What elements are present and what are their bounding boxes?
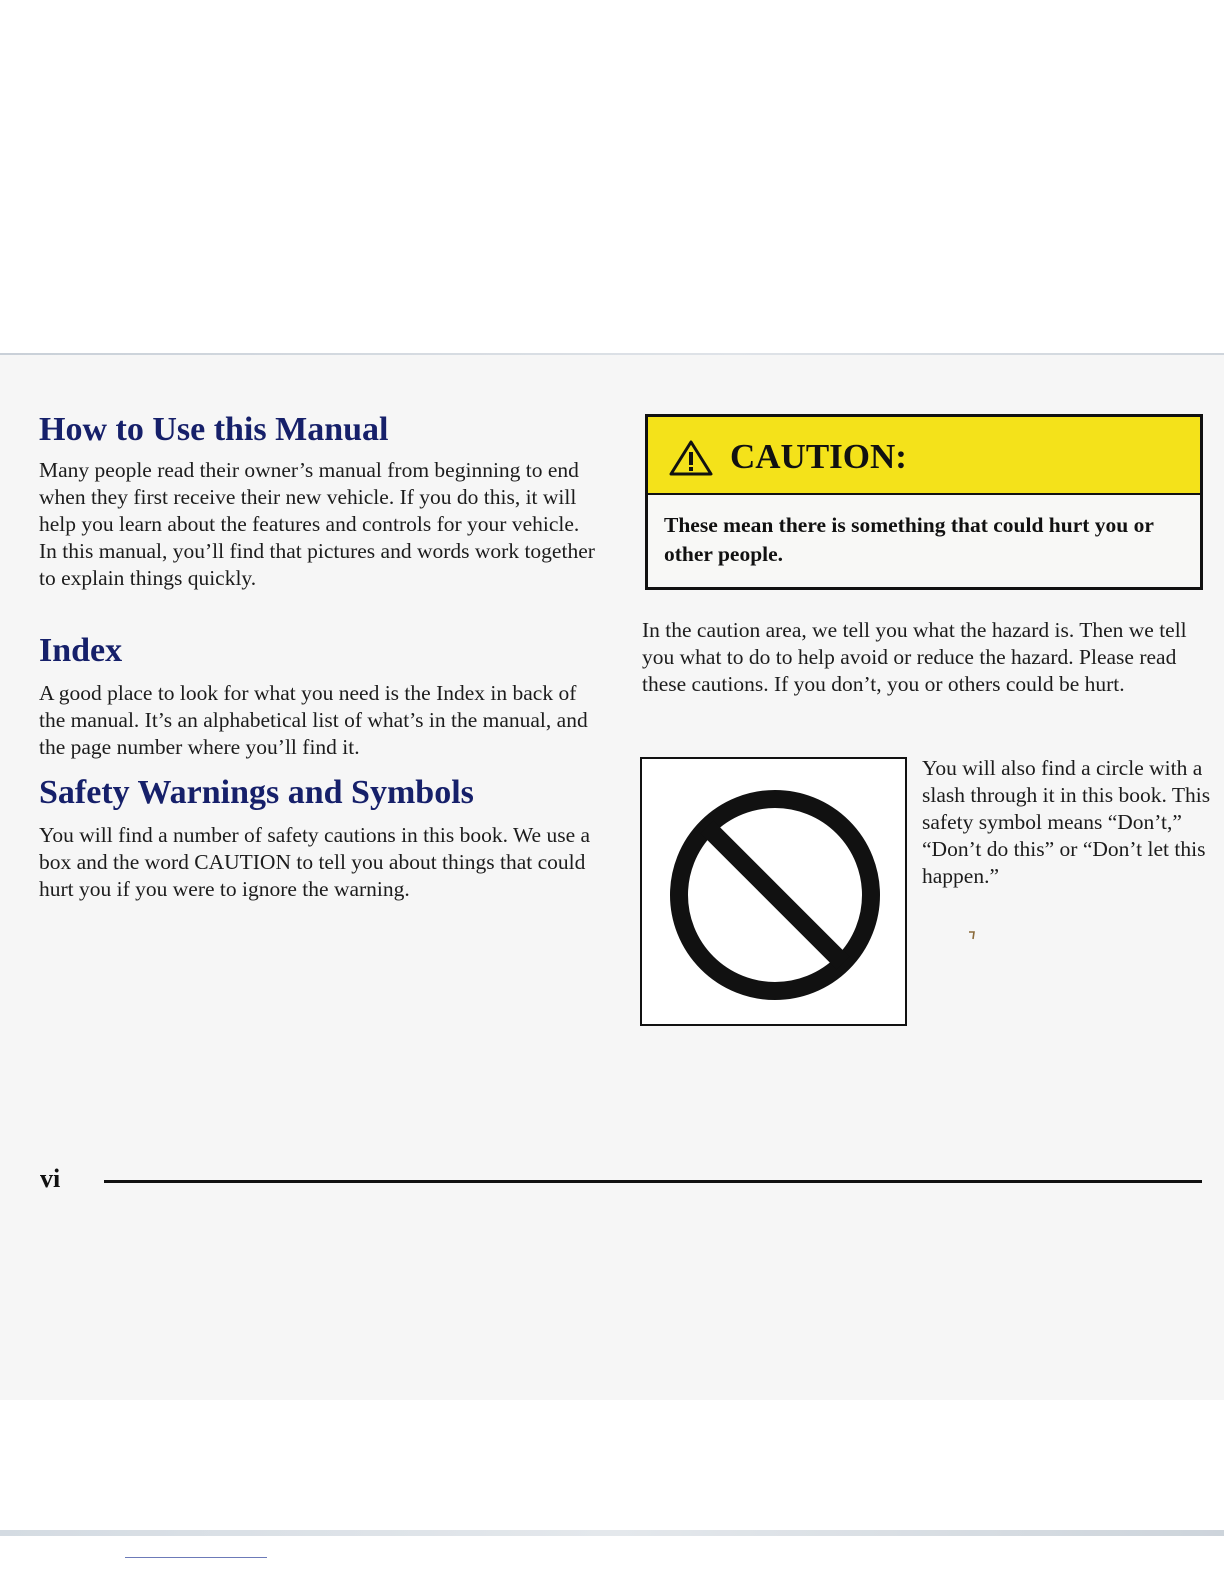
page-number: vi	[40, 1164, 61, 1193]
heading-safety-warnings: Safety Warnings and Symbols	[39, 774, 474, 811]
no-symbol-icon	[664, 784, 886, 1006]
page-bottom-edge	[0, 1530, 1224, 1536]
footer-rule	[104, 1180, 1202, 1183]
stray-mark-icon	[968, 930, 976, 940]
paragraph-how-to-use: Many people read their owner’s manual from beginning to end when they first receive their new vehicle. If you do this, it will help you learn about the features and controls for your vehicle. In this manual, you’ll find that pictures and words work together to explain things quickly.	[39, 458, 595, 590]
symbol-box	[640, 757, 907, 1026]
caution-title: CAUTION:	[730, 437, 907, 476]
caution-header	[648, 417, 1200, 495]
caution-text: These mean there is something that could hurt you or other people.	[664, 513, 1154, 566]
heading-index: Index	[39, 632, 123, 669]
paragraph-safety-warnings: You will find a number of safety cautions in this book. We use a box and the word CAUTION to tell you about things that could hurt you if you were to ignore the warning.	[39, 823, 591, 901]
paragraph-index: A good place to look for what you need is the Index in back of the manual. It’s an alphabetical list of what’s in the manual, and the page number where you’ll find it.	[39, 681, 588, 759]
paragraph-symbol: You will also find a circle with a slash through it in this book. This safety symbol means “Don’t,” “Don’t do this” or “Don’t let this happen.”	[922, 756, 1211, 888]
heading-how-to-use: How to Use this Manual	[39, 411, 389, 448]
paragraph-caution-area: In the caution area, we tell you what the hazard is. Then we tell you what to do to help avoid or reduce the hazard. Please read these cautions. If you don’t, you or others could be hurt.	[642, 618, 1187, 696]
warning-triangle-icon	[668, 439, 714, 477]
caution-box	[645, 414, 1203, 590]
bottom-rule	[125, 1557, 267, 1558]
